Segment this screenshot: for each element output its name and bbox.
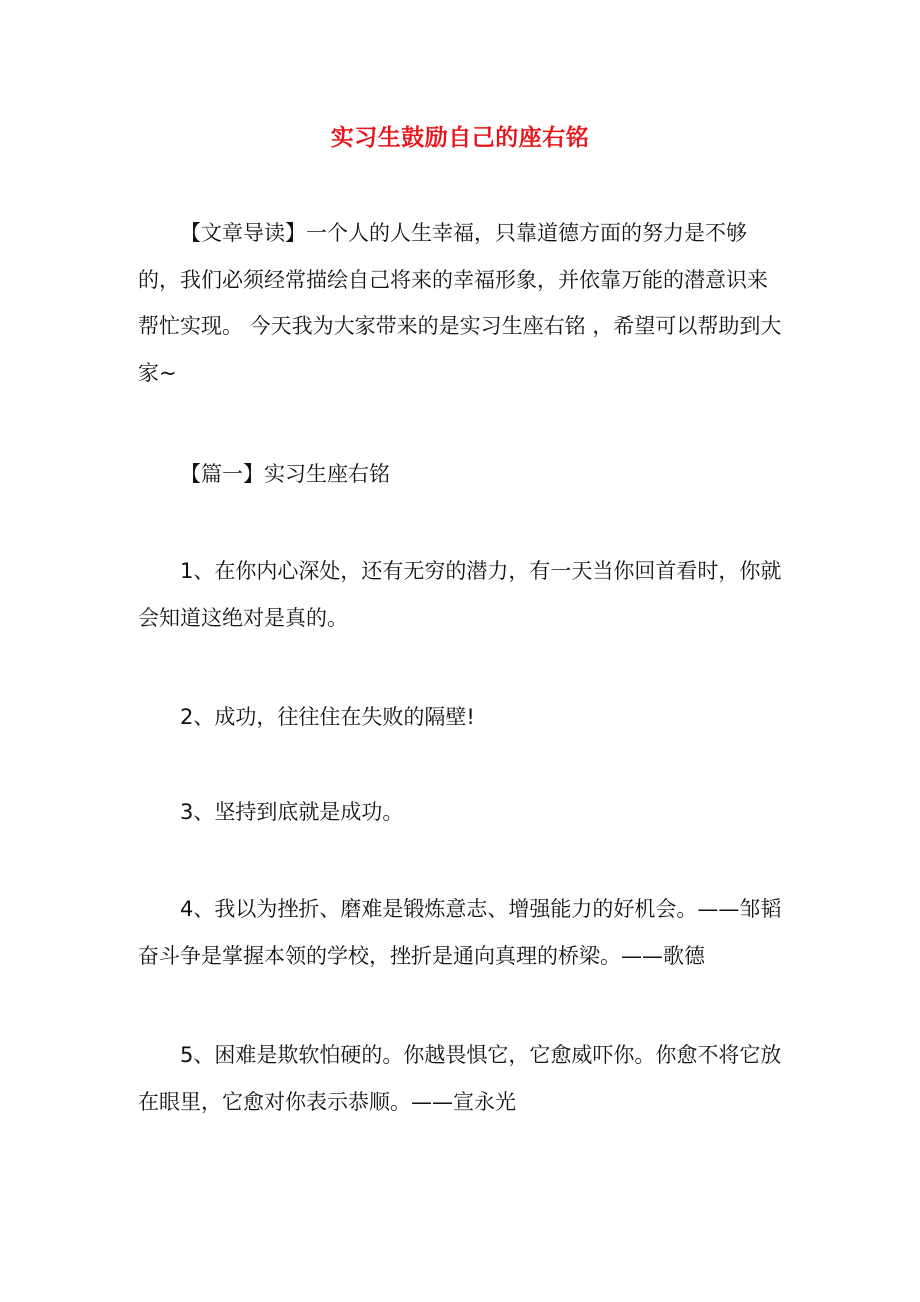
quote-item-1: 1、在你内心深处，还有无穷的潜力，有一天当你回首看时，你就会知道这绝对是真的。 bbox=[138, 559, 782, 630]
quote-item-3: 3、坚持到底就是成功。 bbox=[180, 800, 404, 824]
intro-paragraph: 【文章导读】一个人的人生幸福，只靠道德方面的努力是不够的，我们必须经常描绘自己将来的幸福形象，并依靠万能的潜意识来帮忙实现。 今天我为大家带来的是实习生座右铭 ，希望可以帮助到大家~ bbox=[138, 221, 782, 385]
quote-item-5: 5、困难是欺软怕硬的。你越畏惧它，它愈威吓你。你愈不将它放在眼里，它愈对你表示恭顺。——宣永光 bbox=[138, 1043, 782, 1114]
document-title: 实习生鼓励自己的座右铭 bbox=[330, 125, 590, 151]
quote-item-2: 2、成功，往往住在失败的隔壁! bbox=[180, 705, 475, 729]
quote-item-4: 4、我以为挫折、磨难是锻炼意志、增强能力的好机会。——邹韬奋斗争是掌握本领的学校，挫折是通向真理的桥梁。——歌德 bbox=[138, 897, 782, 968]
section-heading: 【篇一】实习生座右铭 bbox=[180, 462, 390, 486]
